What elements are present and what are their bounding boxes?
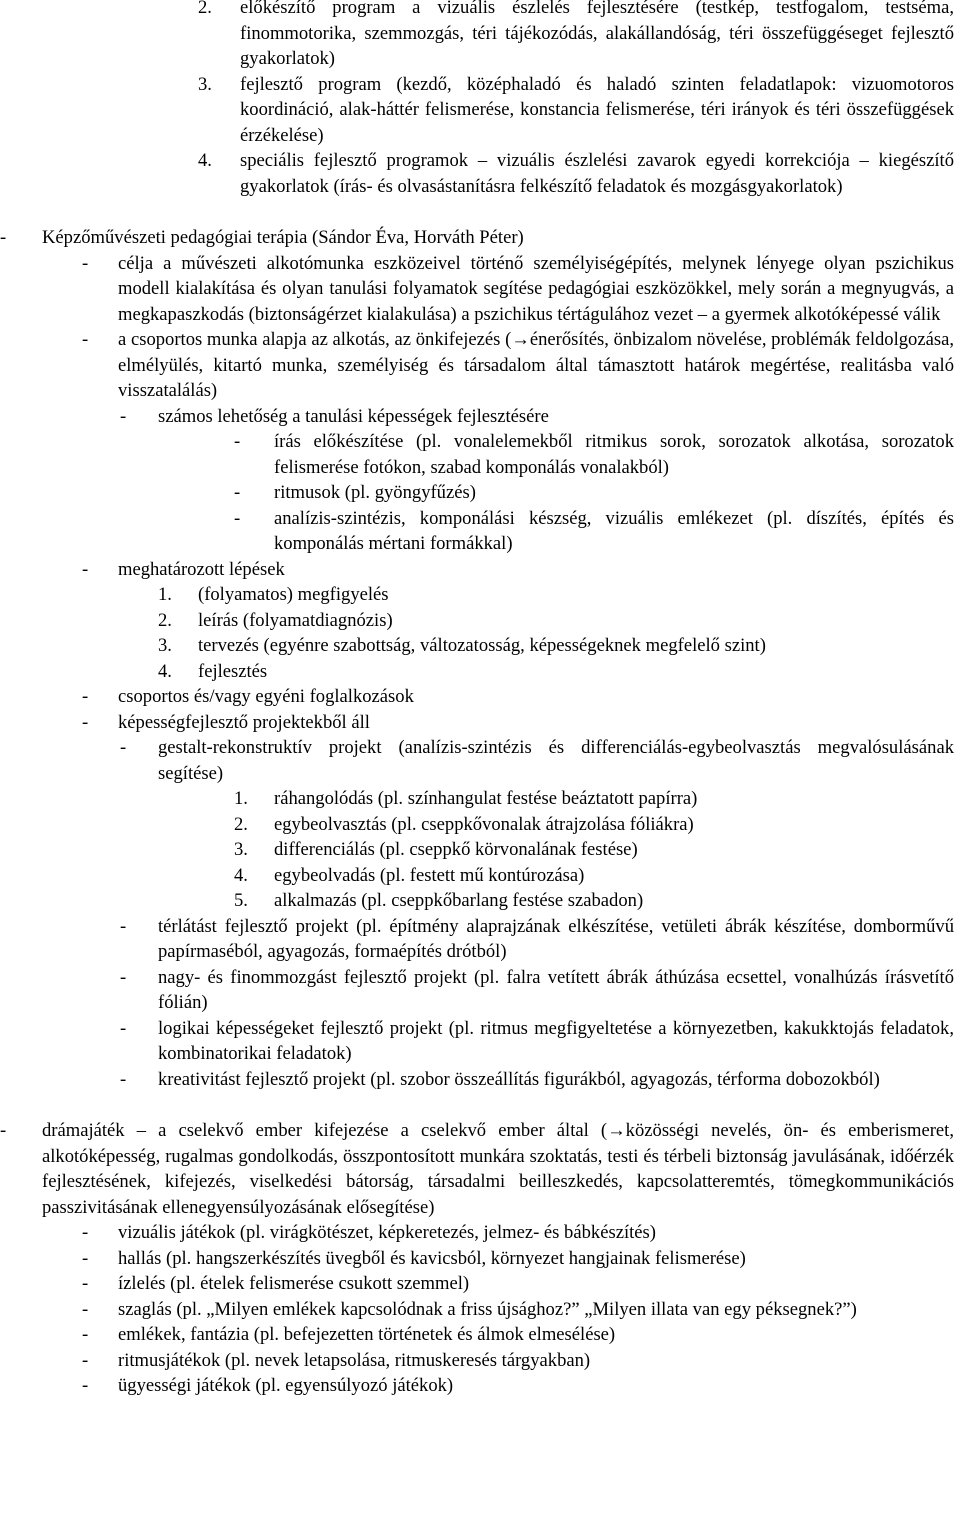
gestalt-step: 3. differenciálás (pl. cseppkő körvonalának festése)	[234, 839, 638, 860]
list-text: speciális fejlesztő programok – vizuális észlelési zavarok egyedi korrekciója – kiegészítő gyakorlatok (írás- és olvasástanításra felkészítő feladatok és mozgásgyakorlatok)	[240, 150, 954, 197]
gestalt-step: 2. egybeolvasztás (pl. cseppkővonalak átrajzolása fóliákra)	[234, 813, 694, 835]
drama-item: - ízlelés (pl. ételek felismerése csukott szemmel)	[82, 1273, 470, 1294]
project-item: - kreativitást fejlesztő projekt (pl. szobor összeállítás figurákból, agyagozás, térforma dobozokból)	[120, 1068, 880, 1090]
project-item-gestalt: - gestalt-rekonstruktív projekt (analízis-szintézis és differenciálás-egybeolvasztás megvalósulásának segítése)	[120, 737, 954, 784]
drama-item: - vizuális játékok (pl. virágkötészet, képkeretezés, jelmez- és bábkészítés)	[82, 1222, 656, 1243]
art-basis: - a csoportos munka alapja az alkotás, az önkifejezés (→énerősítés, önbizalom növelése, problémák feldolgozása, elmélyülés, kitartó munka, személyiség és társadalom által támasztott határok megértése, realitásba való visszatalálás)	[82, 329, 954, 401]
drama-item: - szaglás (pl. „Milyen emlékek kapcsolódnak a friss újsághoz?” „Milyen illata van egy péksegnek?”)	[82, 1298, 857, 1320]
projects-label: - képességfejlesztő projektekből áll	[82, 711, 370, 733]
project-item: - térlátást fejlesztő projekt (pl. építmény alaprajzának elkészítése, vetületi ábrák készítése, domborművű papírmaséból, agyagozás, formaépítés drótból)	[120, 915, 954, 962]
step-item: 4. fejlesztés	[158, 660, 268, 682]
steps-label: - meghatározott lépések	[82, 558, 285, 580]
step-item: 2. leírás (folyamatdiagnózis)	[158, 609, 393, 631]
list-number: 4.	[198, 150, 212, 171]
list-text: előkészítő program a vizuális észlelés fejlesztésére (testkép, testfogalom, testséma, finommotorika, szemmozgás, téri tájékozódás, alakállandóság, téri összefüggéseget fejlesztő gyakorlatok)	[240, 0, 954, 69]
possibility-item: - analízis-szintézis, komponálási készség, vizuális emlékezet (pl. díszítés, építés és komponálás mértani formákkal)	[234, 507, 954, 554]
art-possibilities: - számos lehetőség a tanulási képességek fejlesztésére	[120, 405, 549, 427]
section-drama: - drámajáték – a cselekvő ember kifejezése a cselekvő ember által (→közösségi nevelés, ön- és emberismeret, alkotóképesség, rugalmas gondolkodás, összpontosított munkára szoktatás, testi és térbeli biztonság javulásának, időérzék fejlesztésének, kifejezés, viselkedési bátorság, társadalmi beilleszkedés, kapcsolatteremtés, tömegkommunikációs passzivitásának ellenegyensúlyozásának elősegítése)	[0, 1118, 954, 1220]
possibility-item: - ritmusok (pl. gyöngyfűzés)	[234, 482, 476, 503]
drama-item: - ügyességi játékok (pl. egyensúlyozó játékok)	[82, 1375, 454, 1396]
drama-intro: drámajáték – a cselekvő ember kifejezése a cselekvő ember által (→közösségi nevelés, ön- és emberismeret, alkotóképesség, rugalmas gondolkodás, összpontosított munkára szoktatás, testi és térbeli biztonság javulásának, időérzék fejlesztésének, kifejezés, viselkedési bátorság, társadalmi beilleszkedés, kapcsolatteremtés, tömegkommunikációs passzivitásának ellenegyensúlyozásának elősegítése)	[42, 1120, 954, 1218]
drama-item: - emlékek, fantázia (pl. befejezetten történetek és álmok elmesélése)	[82, 1324, 616, 1345]
list-text: fejlesztő program (kezdő, középhaladó és haladó szinten feladatlapok: vizuomotoros koordináció, alak-háttér felismerése, konstancia felismerése, téri irányok és téri összefüggések érzékelése)	[240, 73, 954, 146]
step-item: 1. (folyamatos) megfigyelés	[158, 584, 389, 605]
list-number: 3.	[198, 73, 212, 95]
project-item: - logikai képességeket fejlesztő projekt (pl. ritmus megfigyeltetése a környezetben, kakukktojás feladatok, kombinatorikai feladatok)	[120, 1017, 954, 1064]
gestalt-step: 4. egybeolvadás (pl. festett mű kontúrozása)	[234, 864, 585, 886]
step-item: 3. tervezés (egyénre szabottság, változatosság, képességeknek megfelelő szint)	[158, 635, 766, 656]
art-therapy-title: Képzőművészeti pedagógiai terápia (Sándor Éva, Horváth Péter)	[42, 227, 524, 248]
project-item: - nagy- és finommozgást fejlesztő projekt (pl. falra vetített ábrák áthúzása ecsettel, vonalhúzás írásvetítő fólián)	[120, 966, 954, 1013]
drama-item: - ritmusjátékok (pl. nevek letapsolása, ritmuskeresés tárgyakban)	[82, 1349, 591, 1371]
gestalt-step: 5. alkalmazás (pl. cseppkőbarlang festése szabadon)	[234, 890, 644, 911]
group-sessions: - csoportos és/vagy egyéni foglalkozások	[82, 686, 414, 707]
list-item	[198, 148, 954, 199]
gestalt-step: 1. ráhangolódás (pl. színhangulat festése beáztatott papírra)	[234, 788, 698, 809]
possibility-item: - írás előkészítése (pl. vonalelemekből ritmikus sorok, sorozatok alkotása, sorozatok felismerése fotókon, szabad komponálás vonalakból)	[234, 431, 954, 478]
list-item	[198, 72, 954, 149]
section-heading-art-therapy: - Képzőművészeti pedagógiai terápia (Sándor Éva, Horváth Péter)	[0, 225, 954, 251]
list-number: 2.	[198, 0, 212, 18]
list-item	[198, 0, 954, 72]
art-goal: - célja a művészeti alkotómunka eszközeivel történő személyiségépítés, melynek lényege olyan pszichikus modell kialakítása és olyan tanulási folyamatok segítése pedagógiai eszközökkel, mely során a megnyugvás, a megkapaszkodás (biztonságérzet kialakulása) a pszichikus tértágulához vezet – a gyermek alkotóképessé válik	[82, 252, 954, 325]
drama-item: - hallás (pl. hangszerkészítés üvegből és kavicsból, környezet hangjainak felismerése)	[82, 1247, 746, 1269]
